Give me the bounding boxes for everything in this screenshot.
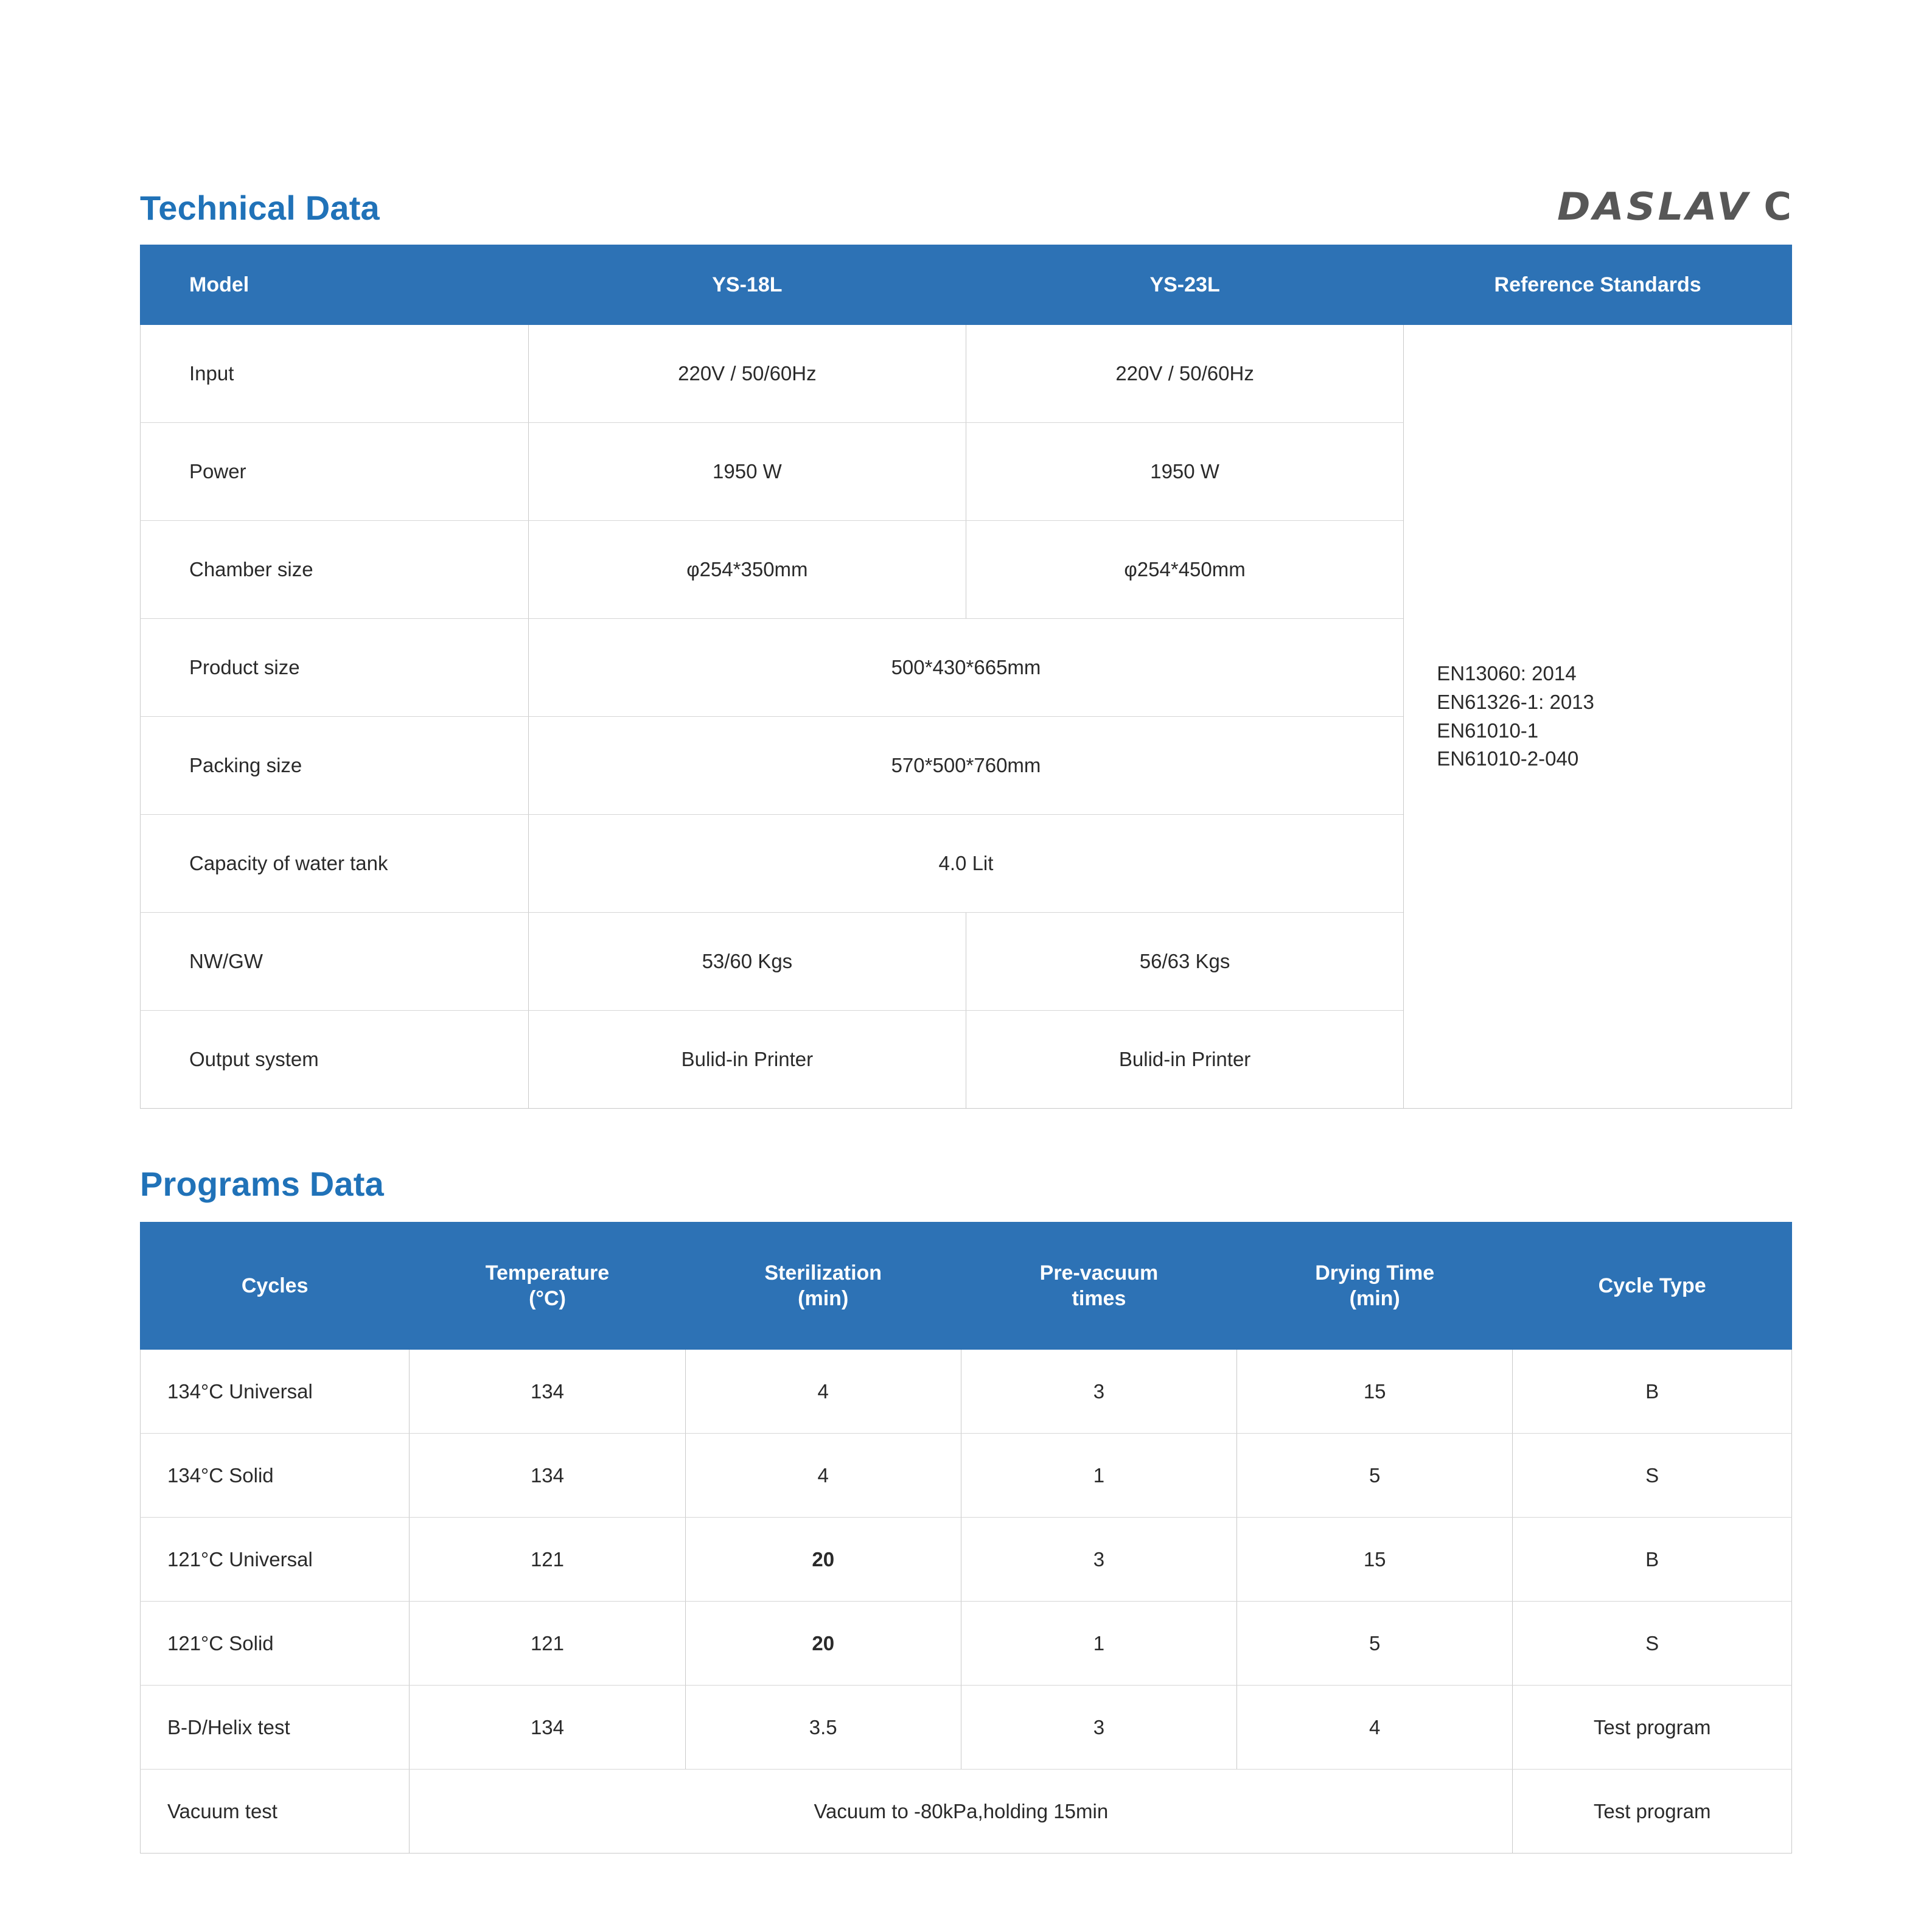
tech-row-label: Capacity of water tank [141,815,529,913]
programs-th-line2: (min) [1349,1287,1400,1310]
table-row [141,1686,1792,1770]
programs-table-header-row [141,1222,1792,1350]
program-prevacuum: 1 [961,1434,1236,1518]
programs-th-line1: Sterilization [764,1261,882,1285]
technical-header-row [140,0,1792,231]
brand-name: DASLAV [1557,184,1751,229]
program-cycle-type: B [1513,1350,1792,1434]
program-drying-time: 15 [1237,1350,1513,1434]
programs-th-line2: (min) [798,1287,849,1310]
tech-row-value-ys23l: φ254*450mm [966,521,1403,619]
tech-row-label: Product size [141,619,529,717]
tech-row-value-shared: 4.0 Lit [528,815,1403,913]
tech-row-value-ys18l: φ254*350mm [528,521,966,619]
program-cycle-name: Vacuum test [141,1770,410,1854]
program-temperature: 121 [410,1518,685,1602]
table-row [141,1770,1792,1854]
th-ys23l: YS-23L [966,245,1403,325]
programs-th-line2: times [1072,1287,1126,1310]
program-cycle-type: B [1513,1518,1792,1602]
program-drying-time: 5 [1237,1602,1513,1686]
brand-logo [1557,184,1792,231]
reference-standard-line: EN13060: 2014 [1437,661,1577,685]
brand-suffix: C [1763,184,1792,229]
reference-standards-cell [1404,325,1792,1109]
program-sterilization: 3.5 [685,1686,961,1770]
programs-th-3 [961,1222,1236,1350]
th-model: Model [141,245,529,325]
tech-row-value-ys23l: 1950 W [966,423,1403,521]
programs-th-2 [685,1222,961,1350]
technical-table-header-row [141,245,1792,325]
reference-standard-line: EN61326-1: 2013 [1437,690,1594,713]
programs-th-line1: Cycles [241,1274,309,1297]
programs-th-0 [141,1222,410,1350]
tech-row-value-shared: 570*500*760mm [528,717,1403,815]
program-cycle-name: 121°C Universal [141,1518,410,1602]
technical-data-table [140,245,1792,1109]
page-title: Technical Data [140,189,380,227]
program-prevacuum: 3 [961,1518,1236,1602]
tech-row-label: Packing size [141,717,529,815]
program-cycle-name: 134°C Universal [141,1350,410,1434]
program-cycle-type: Test program [1513,1686,1792,1770]
programs-title: Programs Data [140,1165,384,1203]
programs-th-line1: Drying Time [1315,1261,1435,1285]
program-cycle-type: Test program [1513,1770,1792,1854]
table-row [141,1518,1792,1602]
th-reference-standards: Reference Standards [1404,245,1792,325]
tech-row-value-ys23l: 220V / 50/60Hz [966,325,1403,423]
tech-row-value-ys18l: Bulid-in Printer [528,1011,966,1109]
tech-row-label: NW/GW [141,913,529,1011]
tech-row-label: Power [141,423,529,521]
tech-row-value-ys18l: 220V / 50/60Hz [528,325,966,423]
reference-standard-line: EN61010-1 [1437,719,1539,742]
program-prevacuum: 1 [961,1602,1236,1686]
program-cycle-name: 134°C Solid [141,1434,410,1518]
program-temperature: 134 [410,1686,685,1770]
programs-section [140,1167,1792,1854]
th-ys18l: YS-18L [528,245,966,325]
program-cycle-type: S [1513,1602,1792,1686]
programs-th-line1: Pre-vacuum [1039,1261,1159,1285]
program-cycle-type: S [1513,1434,1792,1518]
program-temperature: 121 [410,1602,685,1686]
program-drying-time: 5 [1237,1434,1513,1518]
table-row [141,325,1792,423]
tech-row-label: Input [141,325,529,423]
reference-standard-line: EN61010-2-040 [1437,747,1579,770]
programs-th-line1: Temperature [485,1261,610,1285]
tech-row-value-ys23l: 56/63 Kgs [966,913,1403,1011]
program-sterilization: 4 [685,1434,961,1518]
programs-data-table [140,1222,1792,1854]
program-sterilization: 20 [685,1518,961,1602]
program-sterilization: 4 [685,1350,961,1434]
table-row [141,1434,1792,1518]
programs-th-5 [1513,1222,1792,1350]
program-sterilization: 20 [685,1602,961,1686]
tech-row-value-ys18l: 53/60 Kgs [528,913,966,1011]
programs-th-4 [1237,1222,1513,1350]
program-temperature: 134 [410,1350,685,1434]
program-drying-time: 4 [1237,1686,1513,1770]
program-merged-value: Vacuum to -80kPa,holding 15min [410,1770,1513,1854]
tech-row-label: Output system [141,1011,529,1109]
program-temperature: 134 [410,1434,685,1518]
program-cycle-name: B-D/Helix test [141,1686,410,1770]
programs-th-line2: (°C) [529,1287,566,1310]
tech-row-label: Chamber size [141,521,529,619]
tech-row-value-ys18l: 1950 W [528,423,966,521]
table-row [141,1602,1792,1686]
tech-row-value-shared: 500*430*665mm [528,619,1403,717]
programs-th-1 [410,1222,685,1350]
tech-row-value-ys23l: Bulid-in Printer [966,1011,1403,1109]
program-prevacuum: 3 [961,1350,1236,1434]
program-prevacuum: 3 [961,1686,1236,1770]
table-row [141,1350,1792,1434]
program-cycle-name: 121°C Solid [141,1602,410,1686]
program-drying-time: 15 [1237,1518,1513,1602]
programs-th-line1: Cycle Type [1598,1274,1706,1297]
